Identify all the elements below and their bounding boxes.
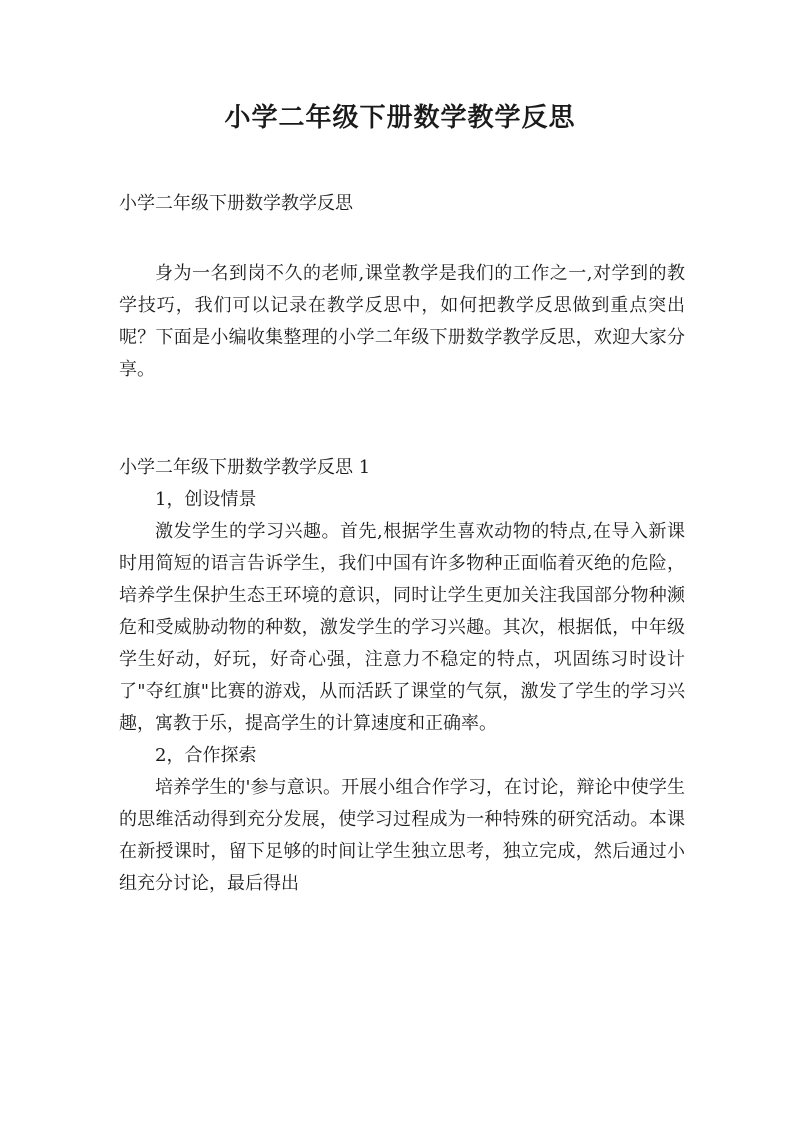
item-2-title: 2，合作探索	[155, 745, 257, 766]
intro-paragraph-block	[119, 258, 685, 386]
document-title: 小学二年级下册数学教学反思	[224, 103, 576, 133]
document-subtitle: 小学二年级下册数学教学反思	[119, 193, 353, 214]
item-1-paragraph: 激发学生的学习兴趣。首先,根据学生喜欢动物的特点,在导入新课时用简短的语言告诉学生，我们中国有许多物种正面临着灭绝的危险，培养学生保护生态王环境的意识，同时让学生更加关注我国部分物种濒危和受威胁动物的种数，激发学生的学习兴趣。其次，根据低，中年级学生好动，好玩，好奇心强，注意力不稳定的特点，巩固练习时设计了"夺红旗"比赛的游戏，从而活跃了课堂的气氛，激发了学生的学习兴趣，寓教于乐，提高学生的计算速度和正确率。	[119, 521, 685, 734]
item-2-paragraph: 培养学生的'参与意识。开展小组合作学习，在讨论，辩论中使学生的思维活动得到充分发展，使学习过程成为一种特殊的研究活动。本课在新授课时，留下足够的时间让学生独立思考，独立完成，然后通过小组充分讨论，最后得出	[119, 777, 685, 894]
section-1-heading: 小学二年级下册数学教学反思 1	[119, 457, 371, 478]
item-1-title: 1，创设情景	[155, 489, 257, 510]
intro-paragraph: 身为一名到岗不久的老师,课堂教学是我们的工作之一,对学到的教学技巧，我们可以记录在教学反思中，如何把教学反思做到重点突出呢？下面是小编收集整理的小学二年级下册数学教学反思，欢迎大家分享。	[119, 263, 685, 380]
section-1-body	[119, 484, 685, 900]
